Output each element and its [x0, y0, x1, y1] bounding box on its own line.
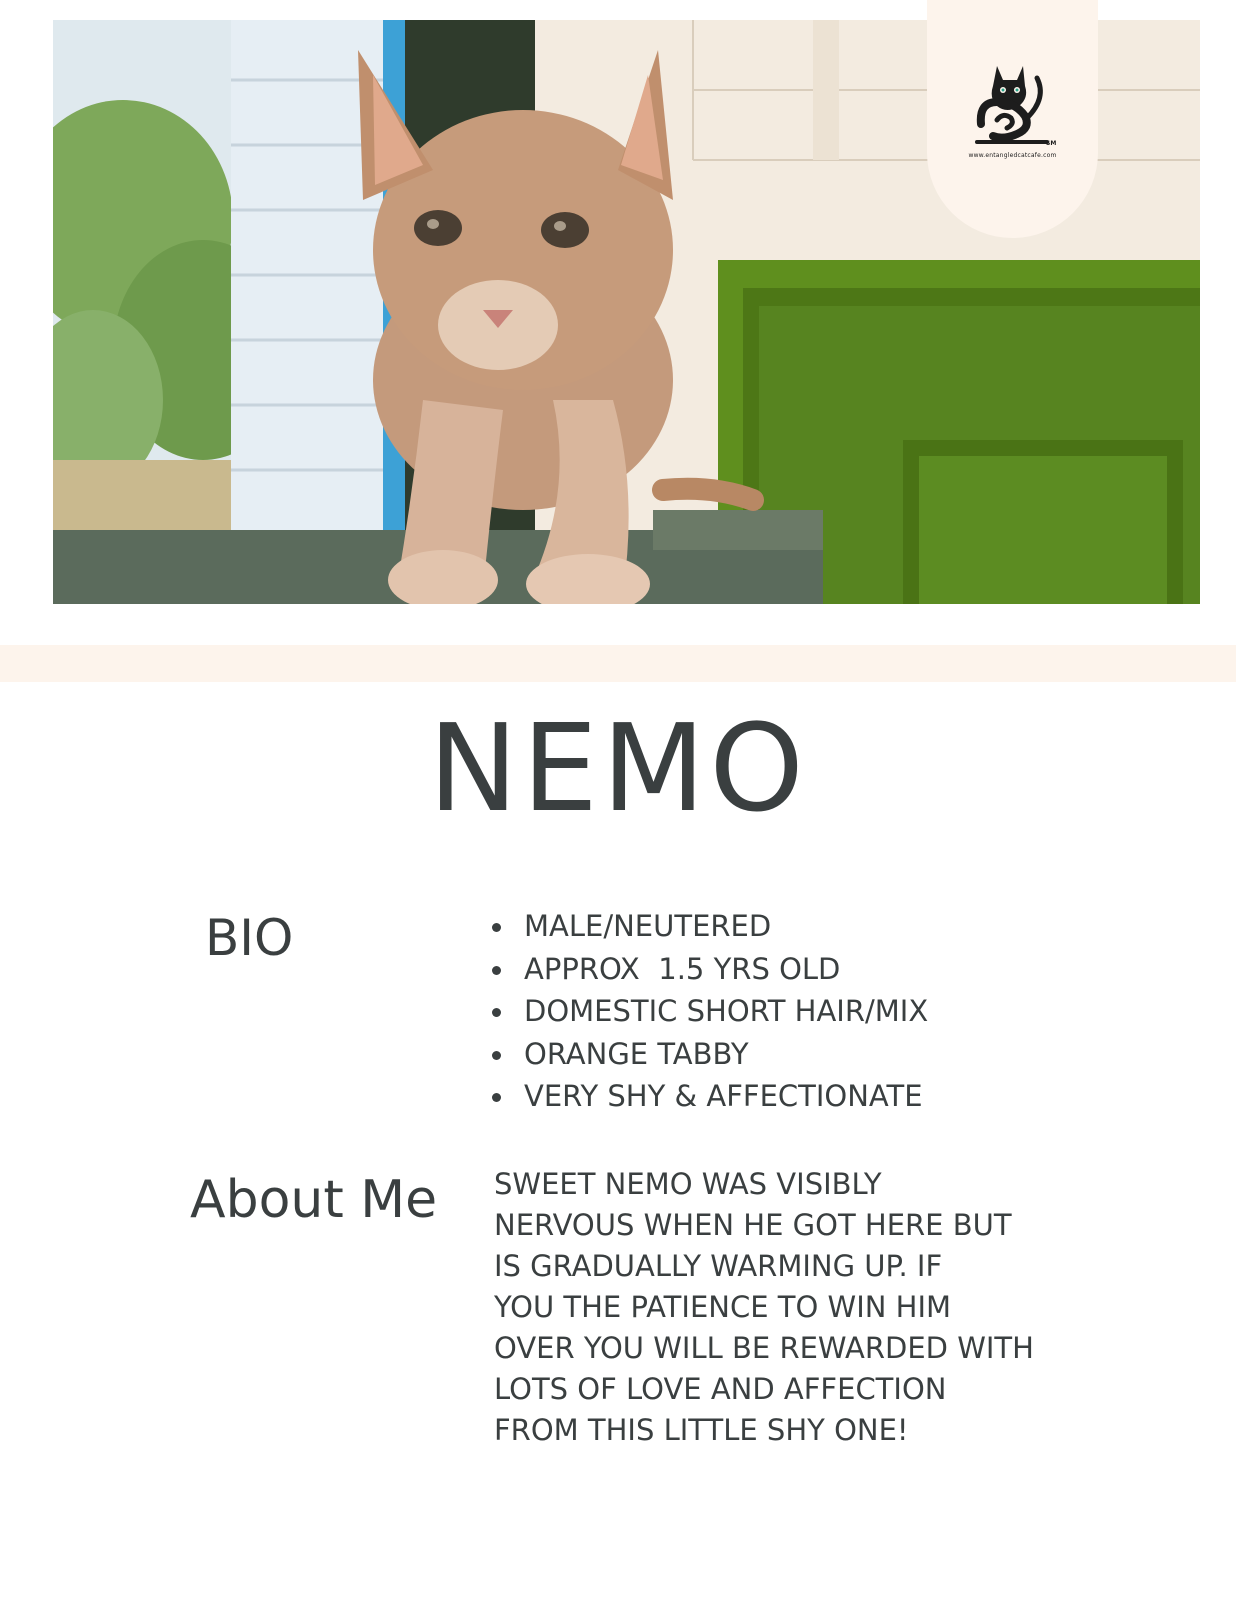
about-line: LOTS OF LOVE AND AFFECTION: [494, 1372, 947, 1406]
about-line: OVER YOU WILL BE REWARDED WITH: [494, 1331, 1034, 1365]
about-line: SWEET NEMO WAS VISIBLY: [494, 1167, 882, 1201]
bio-item: [490, 1075, 928, 1118]
bio-item-text: APPROX 1.5 YRS OLD: [524, 951, 841, 986]
bio-item: [490, 990, 928, 1033]
bio-item-text: VERY SHY & AFFECTIONATE: [524, 1079, 923, 1113]
about-line: NERVOUS WHEN HE GOT HERE BUT: [494, 1208, 1012, 1242]
divider-band: [0, 645, 1236, 682]
bullet-icon: [492, 1051, 501, 1060]
cat-logo-icon: [967, 58, 1059, 150]
bio-item-text: DOMESTIC SHORT HAIR/MIX: [524, 994, 929, 1028]
about-me-label: About Me: [190, 1170, 438, 1230]
bullet-icon: [492, 923, 501, 932]
bio-list: [490, 905, 928, 1118]
bio-item-text: ORANGE TABBY: [524, 1036, 749, 1071]
bullet-icon: [492, 1093, 501, 1102]
bio-item: [490, 1033, 928, 1076]
about-line: IS GRADUALLY WARMING UP. IF: [494, 1249, 943, 1283]
bullet-icon: [492, 966, 501, 975]
logo-badge: [927, 0, 1098, 238]
about-line: YOU THE PATIENCE TO WIN HIM: [494, 1290, 952, 1324]
cat-name-title: NEMO: [428, 700, 808, 839]
bullet-icon: [492, 1008, 501, 1017]
bio-item-text: MALE/NEUTERED: [524, 909, 772, 943]
logo-url-text: www.entangledcatcafe.com: [968, 152, 1057, 159]
bio-label: BIO: [205, 909, 294, 967]
bio-item: [490, 905, 928, 948]
logo-service-mark: SM: [1046, 140, 1057, 147]
about-me-text: [494, 1164, 1034, 1451]
about-line: FROM THIS LITTLE SHY ONE!: [494, 1413, 909, 1447]
bio-item: [490, 948, 928, 991]
